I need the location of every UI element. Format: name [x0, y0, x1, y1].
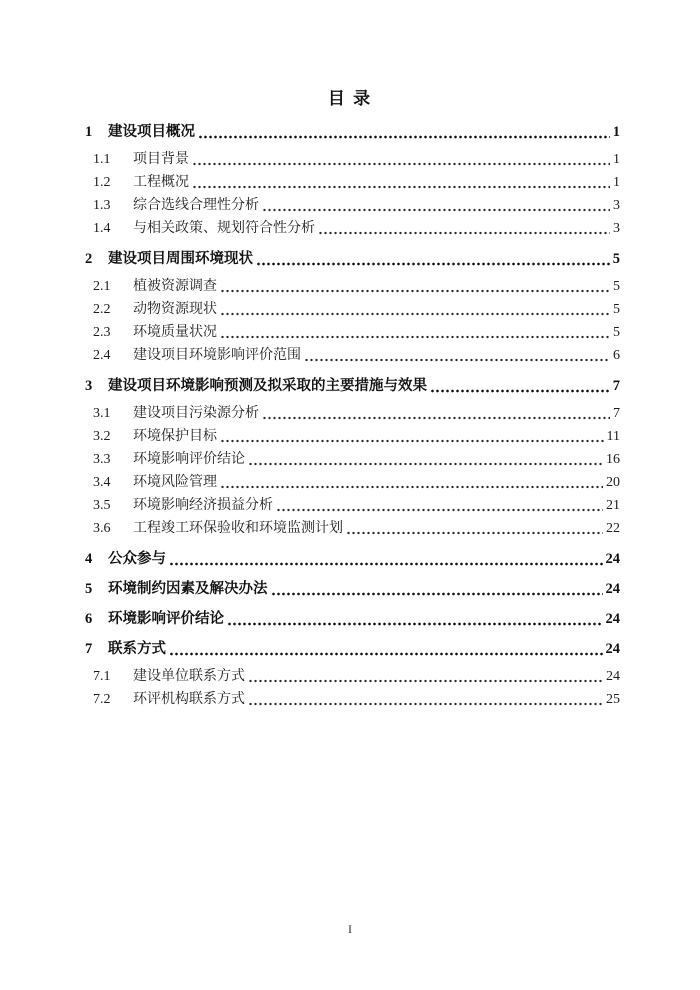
dot-leader — [220, 425, 604, 448]
toc-entry-page: 1 — [613, 152, 620, 167]
toc-entry-page: 24 — [605, 611, 620, 627]
toc-entry — [93, 321, 700, 344]
toc-entry — [93, 275, 700, 298]
dot-leader — [192, 148, 610, 171]
toc-entry-page: 5 — [613, 325, 620, 340]
toc-entry-page: 22 — [606, 521, 620, 536]
toc-entry-number: 3.2 — [93, 429, 111, 444]
toc-entry-title: 与相关政策、规划符合性分析 — [133, 221, 315, 236]
toc-entry-title: 环境保护目标 — [133, 429, 217, 444]
toc-entry — [85, 122, 700, 143]
toc-entry-title: 环境风险管理 — [133, 475, 217, 490]
dot-leader — [198, 122, 610, 143]
toc-entry-title: 建设单位联系方式 — [133, 669, 245, 684]
toc-entry — [93, 517, 700, 540]
dot-leader — [169, 549, 603, 570]
toc-entry-page: 1 — [612, 124, 620, 140]
toc-entry-number: 3.3 — [93, 452, 111, 467]
toc-entry-page: 21 — [606, 498, 620, 513]
toc-entry — [93, 471, 700, 494]
toc-entry-title: 建设项目环境影响评价范围 — [133, 348, 301, 363]
toc-entry-number: 3.4 — [93, 475, 111, 490]
toc-entry-page: 24 — [606, 669, 620, 684]
dot-leader — [227, 609, 603, 630]
toc-entry-number: 2.3 — [93, 325, 111, 340]
toc-entry-number: 2.1 — [93, 279, 111, 294]
toc-entry-title: 动物资源现状 — [133, 302, 217, 317]
toc-entry — [93, 171, 700, 194]
toc-entry-page: 5 — [613, 279, 620, 294]
toc-entry-title: 环评机构联系方式 — [133, 692, 245, 707]
toc-entry-page: 5 — [613, 302, 620, 317]
toc-entry-title: 建设项目周围环境现状 — [108, 251, 253, 267]
dot-leader — [248, 688, 603, 711]
toc-entry-title: 工程概况 — [133, 175, 189, 190]
toc-entry — [93, 344, 700, 367]
table-of-contents — [0, 122, 700, 711]
dot-leader — [271, 579, 603, 600]
footer-page-number: I — [348, 922, 352, 936]
toc-entry-number: 5 — [85, 581, 93, 597]
dot-leader — [192, 171, 610, 194]
toc-entry-page: 1 — [613, 175, 620, 190]
toc-entry-title: 工程竣工环保验收和环境监测计划 — [133, 521, 343, 536]
toc-entry-page: 7 — [612, 378, 620, 394]
dot-leader — [276, 494, 603, 517]
dot-leader — [262, 194, 610, 217]
toc-entry-page: 5 — [612, 251, 620, 267]
toc-entry — [85, 609, 700, 630]
dot-leader — [346, 517, 603, 540]
toc-entry-page: 25 — [606, 692, 620, 707]
toc-entry-page: 11 — [606, 429, 620, 444]
dot-leader — [220, 471, 603, 494]
toc-entry-number: 2.4 — [93, 348, 111, 363]
toc-entry-number: 1.1 — [93, 152, 111, 167]
toc-entry-page: 24 — [605, 581, 620, 597]
toc-entry-title: 植被资源调查 — [133, 279, 217, 294]
dot-leader — [318, 217, 610, 240]
dot-leader — [220, 275, 610, 298]
toc-entry-title: 环境影响评价结论 — [133, 452, 245, 467]
toc-entry-number: 4 — [85, 551, 93, 567]
toc-entry-page: 3 — [613, 198, 620, 213]
toc-entry-number: 3.5 — [93, 498, 111, 513]
toc-entry-number: 3 — [85, 378, 93, 394]
toc-entry-page: 24 — [605, 551, 620, 567]
dot-leader — [169, 639, 603, 660]
dot-leader — [304, 344, 610, 367]
toc-entry — [93, 494, 700, 517]
toc-entry — [93, 298, 700, 321]
toc-entry — [85, 376, 700, 397]
toc-entry — [93, 194, 700, 217]
toc-entry — [85, 549, 700, 570]
dot-leader — [248, 448, 603, 471]
toc-entry-title: 环境影响经济损益分析 — [133, 498, 273, 513]
toc-entry — [93, 217, 700, 240]
toc-entry — [93, 448, 700, 471]
dot-leader — [220, 321, 610, 344]
toc-entry — [93, 402, 700, 425]
dot-leader — [430, 376, 610, 397]
toc-entry — [85, 639, 700, 660]
toc-entry-title: 环境质量状况 — [133, 325, 217, 340]
toc-entry — [93, 425, 700, 448]
page-title: 目 录 — [327, 89, 373, 108]
toc-entry-title: 环境影响评价结论 — [108, 611, 224, 627]
toc-entry-title: 公众参与 — [108, 551, 166, 567]
toc-entry-number: 6 — [85, 611, 93, 627]
toc-entry-page: 16 — [606, 452, 620, 467]
dot-leader — [220, 298, 610, 321]
toc-entry-title: 联系方式 — [108, 641, 166, 657]
toc-entry — [93, 148, 700, 171]
toc-entry-title: 建设项目概况 — [108, 124, 195, 140]
toc-entry-number: 2.2 — [93, 302, 111, 317]
toc-entry-title: 项目背景 — [133, 152, 189, 167]
toc-entry-title: 环境制约因素及解决办法 — [108, 581, 268, 597]
toc-entry-page: 6 — [613, 348, 620, 363]
toc-entry-page: 20 — [606, 475, 620, 490]
toc-entry-number: 2 — [85, 251, 93, 267]
toc-entry-page: 24 — [605, 641, 620, 657]
toc-entry-number: 1.4 — [93, 221, 111, 236]
toc-entry-number: 7.2 — [93, 692, 111, 707]
toc-entry-title: 建设项目环境影响预测及拟采取的主要措施与效果 — [108, 378, 427, 394]
toc-entry-title: 建设项目污染源分析 — [133, 406, 259, 421]
dot-leader — [248, 665, 603, 688]
toc-entry — [85, 249, 700, 270]
toc-entry-page: 3 — [613, 221, 620, 236]
toc-entry-number: 1.3 — [93, 198, 111, 213]
toc-entry-number: 1.2 — [93, 175, 111, 190]
toc-entry-number: 7 — [85, 641, 93, 657]
toc-entry — [93, 688, 700, 711]
toc-entry — [85, 579, 700, 600]
toc-entry-page: 7 — [613, 406, 620, 421]
toc-entry-number: 3.6 — [93, 521, 111, 536]
toc-entry-number: 7.1 — [93, 669, 111, 684]
toc-entry-title: 综合选线合理性分析 — [133, 198, 259, 213]
dot-leader — [262, 402, 610, 425]
dot-leader — [256, 249, 610, 270]
toc-entry-number: 1 — [85, 124, 93, 140]
toc-entry — [93, 665, 700, 688]
toc-entry-number: 3.1 — [93, 406, 111, 421]
